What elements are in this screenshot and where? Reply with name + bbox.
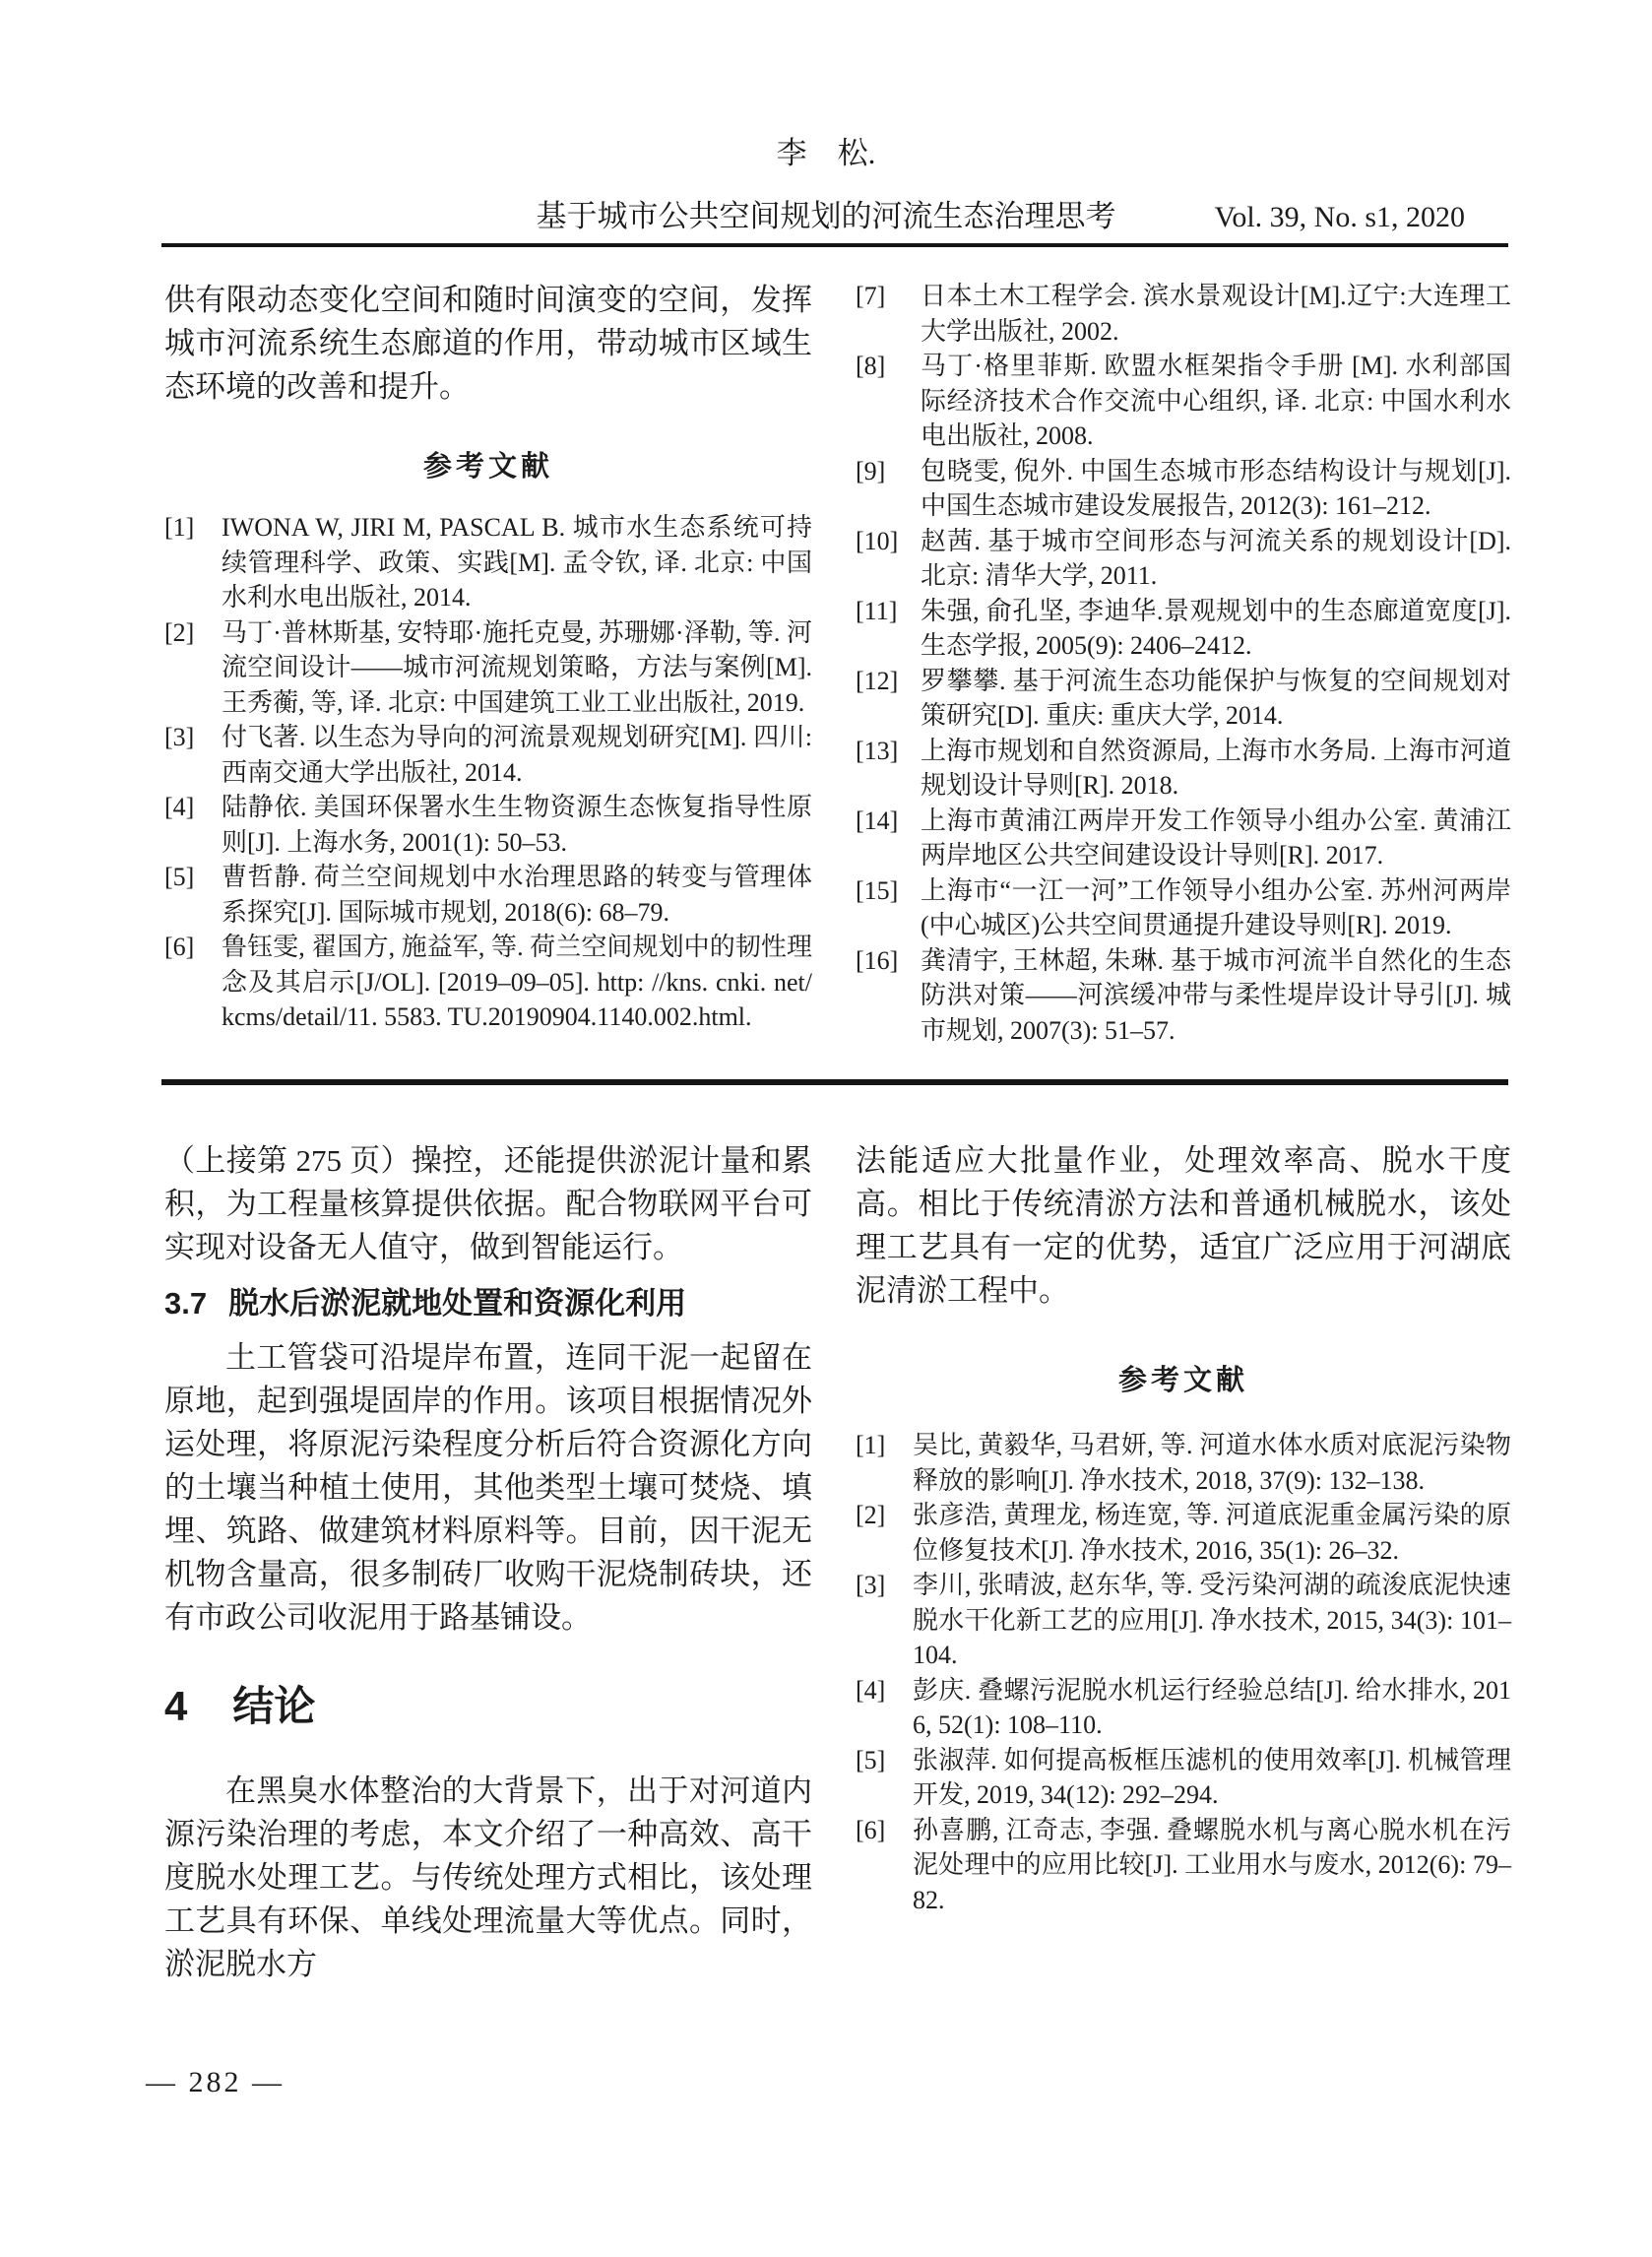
reference-item	[856, 1428, 1511, 1498]
reference-item	[856, 524, 1511, 594]
reference-number: [15]	[856, 875, 899, 905]
reference-text: 马丁·普林斯基, 安特耶·施托克曼, 苏珊娜·泽勒, 等. 河流空间设计——城市河流规划策略，方法与案例[M]. 王秀蘅, 等, 译. 北京: 中国建筑工业工业出版社, 2019.	[222, 617, 812, 717]
body-paragraph: 土工管袋可沿堤岸布置，连同干泥一起留在原地，起到强堤固岸的作用。该项目根据情况外运处理，将原泥污染程度分析后符合资源化方向的土壤当种植土使用，其他类型土壤可焚烧、填埋、筑路、做建筑材料原料等。目前，因干泥无机物含量高，很多制砖厂收购干泥烧制砖块，还有市政公司收泥用于路基铺设。	[164, 1340, 812, 1635]
reference-item	[856, 349, 1511, 454]
header-rule	[161, 243, 1508, 247]
continuation-paragraph	[164, 1139, 812, 1269]
reference-text: 包晓雯, 倪外. 中国生态城市形态结构设计与规划[J]. 中国生态城市建设发展报告, 2012(3): 161–212.	[921, 456, 1511, 520]
reference-number: [4]	[856, 1675, 886, 1705]
reference-item	[164, 510, 812, 615]
page-number: — 282 —	[146, 2066, 285, 2098]
reference-number: [16]	[856, 945, 899, 975]
reference-text: 马丁·格里菲斯. 欧盟水框架指令手册 [M]. 水利部国际经济技术合作交流中心组织, 译. 北京: 中国水利水电出版社, 2008.	[921, 352, 1511, 450]
reference-text: 张淑萍. 如何提高板框压滤机的使用效率[J]. 机械管理开发, 2019, 34(12): 292–294.	[913, 1745, 1511, 1809]
reference-text: 上海市规划和自然资源局, 上海市水务局. 上海市河道规划设计导则[R]. 2018.	[921, 736, 1511, 800]
section-number: 4	[164, 1683, 188, 1729]
reference-item	[856, 873, 1511, 943]
reference-number: [10]	[856, 526, 899, 555]
section-heading-4	[164, 1679, 812, 1734]
reference-list	[164, 510, 812, 1035]
reference-number: [9]	[856, 456, 886, 485]
reference-text: 罗攀攀. 基于河流生态功能保护与恢复的空间规划对策研究[D]. 重庆: 重庆大学, 2014.	[921, 666, 1511, 730]
reference-text: 鲁钰雯, 翟国方, 施益军, 等. 荷兰空间规划中的韧性理念及其启示[J/OL]. [2019–09–05]. http: //kns. cnki. net/kcms/detail/11. 5583. TU.20190904.1140.002.html.	[222, 933, 812, 1031]
paragraph-text: 操控，还能提供淤泥计量和累积，为工程量核算提供依据。配合物联网平台可实现对设备无人值守，做到智能运行。	[164, 1143, 813, 1264]
reference-text: 朱强, 俞孔坚, 李迪华.景观规划中的生态廊道宽度[J]. 生态学报, 2005(9): 2406–2412.	[921, 596, 1511, 660]
section-title: 结论	[232, 1683, 316, 1729]
reference-text: IWONA W, JIRI M, PASCAL B. 城市水生态系统可持续管理科学、政策、实践[M]. 孟令钦, 译. 北京: 中国水利水电出版社, 2014.	[222, 513, 812, 612]
reference-item	[164, 720, 812, 790]
reference-item	[856, 1813, 1511, 1918]
reference-item	[164, 930, 812, 1035]
conclusion-paragraph: 在黑臭水体整治的大背景下，出于对河道内源污染治理的考虑，本文介绍了一种高效、高干度脱水处理工艺。与传统处理方式相比，该处理工艺具有环保、单线处理流量大等优点。同时，淤泥脱水方	[164, 1773, 812, 1981]
reference-number: [1]	[856, 1431, 886, 1459]
bottom-left-column	[164, 1139, 812, 1986]
reference-item	[164, 615, 812, 721]
reference-number: [3]	[164, 723, 195, 751]
reference-number: [1]	[164, 513, 195, 542]
reference-item	[856, 594, 1511, 664]
reference-item	[164, 860, 812, 930]
reference-list	[856, 279, 1511, 1048]
reference-text: 吴比, 黄毅华, 马君妍, 等. 河道水体水质对底泥污染物释放的影响[J]. 净水技术, 2018, 37(9): 132–138.	[913, 1431, 1511, 1495]
reference-item	[856, 943, 1511, 1049]
volume-issue-info: Vol. 39, No. s1, 2020	[1214, 201, 1465, 233]
reference-item	[856, 454, 1511, 524]
reference-item	[856, 279, 1511, 349]
reference-number: [11]	[856, 596, 898, 625]
section-heading-3-7	[164, 1281, 812, 1326]
reference-text: 赵茜. 基于城市空间形态与河流关系的规划设计[D]. 北京: 清华大学, 2011.	[921, 526, 1511, 590]
reference-text: 日本土木工程学会. 滨水景观设计[M].辽宁:大连理工大学出版社, 2002.	[921, 282, 1511, 346]
reference-text: 上海市黄浦江两岸开发工作领导小组办公室. 黄浦江两岸地区公共空间建设设计导则[R]. 2017.	[921, 806, 1511, 870]
top-left-column	[164, 279, 812, 1035]
reference-number: [8]	[856, 352, 886, 380]
reference-number: [2]	[164, 617, 195, 647]
author-name: 李 松.	[776, 136, 876, 170]
reference-item	[856, 1568, 1511, 1673]
section-divider-rule	[161, 1079, 1508, 1085]
reference-number: [6]	[856, 1815, 886, 1844]
reference-number: [13]	[856, 736, 899, 765]
running-title: 基于城市公共空间规划的河流生态治理思考	[536, 199, 1116, 233]
references-heading: 参考文献	[422, 451, 553, 483]
reference-number: [7]	[856, 282, 886, 310]
reference-number: [12]	[856, 666, 899, 695]
reference-item	[856, 1498, 1511, 1568]
reference-number: [3]	[856, 1571, 886, 1599]
section-title: 脱水后淤泥就地处置和资源化利用	[228, 1286, 687, 1321]
reference-text: 李川, 张晴波, 赵东华, 等. 受污染河湖的疏浚底泥快速脱水干化新工艺的应用[J]. 净水技术, 2015, 34(3): 101–104.	[913, 1571, 1511, 1669]
reference-number: [5]	[164, 863, 195, 891]
reference-number: [6]	[164, 933, 195, 961]
reference-text: 张彦浩, 黄理龙, 杨连宽, 等. 河道底泥重金属污染的原位修复技术[J]. 净水技术, 2016, 35(1): 26–32.	[913, 1501, 1511, 1565]
bottom-right-column	[856, 1139, 1511, 1917]
reference-list	[856, 1428, 1511, 1917]
reference-text: 孙喜鹏, 江奇志, 李强. 叠螺脱水机与离心脱水机在污泥处理中的应用比较[J]. 工业用水与废水, 2012(6): 79–82.	[913, 1815, 1511, 1914]
reference-item	[164, 790, 812, 860]
reference-item	[856, 734, 1511, 804]
reference-item	[856, 1673, 1511, 1743]
reference-text: 曹哲静. 荷兰空间规划中水治理思路的转变与管理体系探究[J]. 国际城市规划, 2018(6): 68–79.	[222, 863, 812, 927]
reference-number: [14]	[856, 806, 899, 835]
reference-text: 龚清宇, 王林超, 朱琳. 基于城市河流半自然化的生态防洪对策——河滨缓冲带与柔性堤岸设计导引[J]. 城市规划, 2007(3): 51–57.	[921, 945, 1511, 1045]
reference-number: [5]	[856, 1745, 886, 1774]
reference-text: 付飞著. 以生态为导向的河流景观规划研究[M]. 四川: 西南交通大学出版社, 2014.	[222, 723, 812, 787]
reference-number: [4]	[164, 793, 195, 821]
reference-item	[856, 1743, 1511, 1813]
reference-item	[856, 664, 1511, 734]
reference-text: 上海市“一江一河”工作领导小组办公室. 苏州河两岸(中心城区)公共空间贯通提升建设导则[R]. 2019.	[921, 875, 1511, 939]
reference-item	[856, 804, 1511, 873]
continuation-note: （上接第 275 页）	[164, 1143, 412, 1178]
top-right-column	[856, 279, 1511, 1048]
conclusion-continuation-paragraph: 法能适应大批量作业，处理效率高、脱水干度高。相比于传统清淤方法和普通机械脱水，该处理工艺具有一定的优势，适宜广泛应用于河湖底泥清淤工程中。	[856, 1143, 1511, 1308]
reference-text: 彭庆. 叠螺污泥脱水机运行经验总结[J]. 给水排水, 2016, 52(1): 108–110.	[913, 1675, 1511, 1739]
reference-number: [2]	[856, 1501, 886, 1529]
section-number: 3.7	[164, 1286, 208, 1321]
intro-paragraph: 供有限动态变化空间和随时间演变的空间，发挥城市河流系统生态廊道的作用，带动城市区域生态环境的改善和提升。	[164, 283, 812, 404]
references-heading: 参考文献	[1117, 1365, 1248, 1396]
reference-text: 陆静依. 美国环保署水生生物资源生态恢复指导性原则[J]. 上海水务, 2001(1): 50–53.	[222, 793, 812, 857]
